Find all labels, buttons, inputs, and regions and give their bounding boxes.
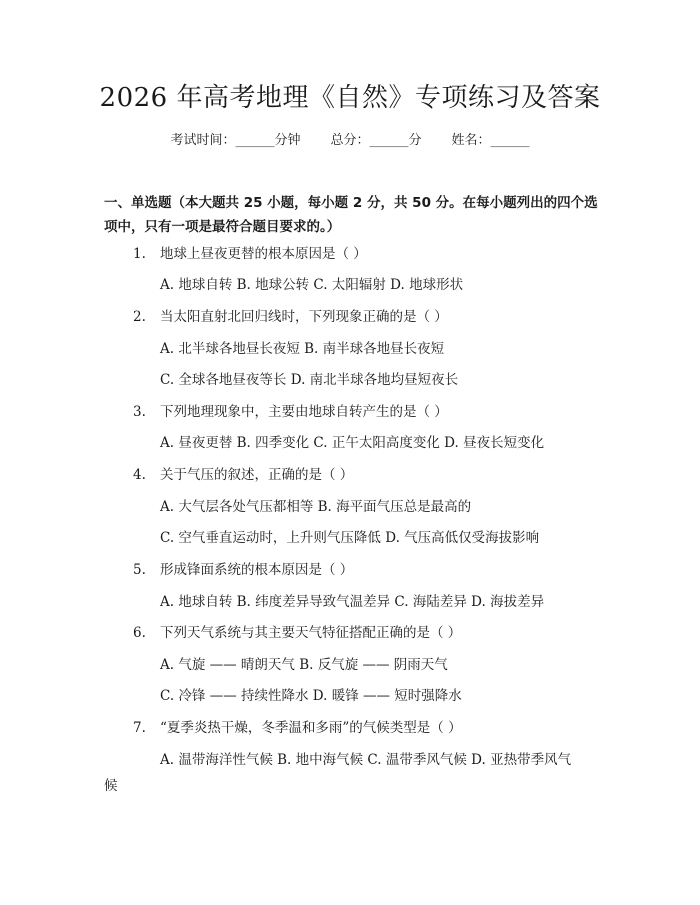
section-heading bbox=[104, 191, 604, 239]
question-number: 3. bbox=[133, 404, 146, 420]
question bbox=[133, 307, 603, 327]
question-options: C. 空气垂直运动时，上升则气压降低 D. 气压高低仅受海拔影响 bbox=[160, 530, 540, 546]
question-options-wrap: 候 bbox=[104, 778, 118, 794]
section-heading-line: 一、单选题（本大题共 25 小题，每小题 2 分，共 50 分。在每小题列出的四个选 bbox=[104, 195, 598, 211]
question bbox=[133, 560, 603, 580]
question-options: A. 地球自转 B. 纬度差异导致气温差异 C. 海陆差异 D. 海拔差异 bbox=[160, 594, 545, 610]
question-number: 4. bbox=[133, 467, 146, 483]
student-name-field: 姓名：______ bbox=[451, 133, 530, 148]
question-number: 2. bbox=[133, 309, 146, 325]
question bbox=[133, 718, 603, 738]
question-text: 下列天气系统与其主要天气特征搭配正确的是（ ） bbox=[160, 625, 462, 641]
question-options: A. 温带海洋性气候 B. 地中海气候 C. 温带季风气候 D. 亚热带季风气 bbox=[160, 752, 572, 768]
exam-time-field: 考试时间：______分钟 bbox=[170, 133, 301, 148]
question-options: A. 北半球各地昼长夜短 B. 南半球各地昼长夜短 bbox=[160, 341, 445, 357]
question-options: C. 全球各地昼夜等长 D. 南北半球各地均昼短夜长 bbox=[160, 372, 459, 388]
question-options: A. 地球自转 B. 地球公转 C. 太阳辐射 D. 地球形状 bbox=[160, 277, 464, 293]
question bbox=[133, 623, 603, 643]
question bbox=[133, 402, 603, 422]
question-number: 7. bbox=[133, 720, 146, 736]
total-score-field: 总分：______分 bbox=[330, 133, 422, 148]
section-heading-line: 项中，只有一项是最符合题目要求的。） bbox=[104, 219, 341, 235]
question-text: “夏季炎热干燥，冬季温和多雨”的气候类型是（ ） bbox=[160, 720, 462, 736]
question-options: A. 大气层各处气压都相等 B. 海平面气压总是最高的 bbox=[160, 499, 472, 515]
question-text: 地球上昼夜更替的根本原因是（ ） bbox=[160, 246, 367, 262]
question-text: 下列地理现象中，主要由地球自转产生的是（ ） bbox=[160, 404, 448, 420]
question bbox=[133, 465, 603, 485]
question-number: 5. bbox=[133, 562, 146, 578]
page-title: 2026 年高考地理《自然》专项练习及答案 bbox=[99, 83, 601, 113]
question-options: A. 气旋 —— 晴朗天气 B. 反气旋 —— 阴雨天气 bbox=[160, 657, 448, 673]
exam-meta bbox=[0, 132, 700, 150]
question-text: 关于气压的叙述，正确的是（ ） bbox=[160, 467, 354, 483]
question-options: A. 昼夜更替 B. 四季变化 C. 正午太阳高度变化 D. 昼夜长短变化 bbox=[160, 435, 545, 451]
question-text: 形成锋面系统的根本原因是（ ） bbox=[160, 562, 354, 578]
question-number: 1. bbox=[133, 246, 146, 262]
question bbox=[133, 244, 603, 264]
question-number: 6. bbox=[133, 625, 146, 641]
question-text: 当太阳直射北回归线时，下列现象正确的是（ ） bbox=[160, 309, 448, 325]
question-options: C. 冷锋 —— 持续性降水 D. 暖锋 —— 短时强降水 bbox=[160, 688, 462, 704]
